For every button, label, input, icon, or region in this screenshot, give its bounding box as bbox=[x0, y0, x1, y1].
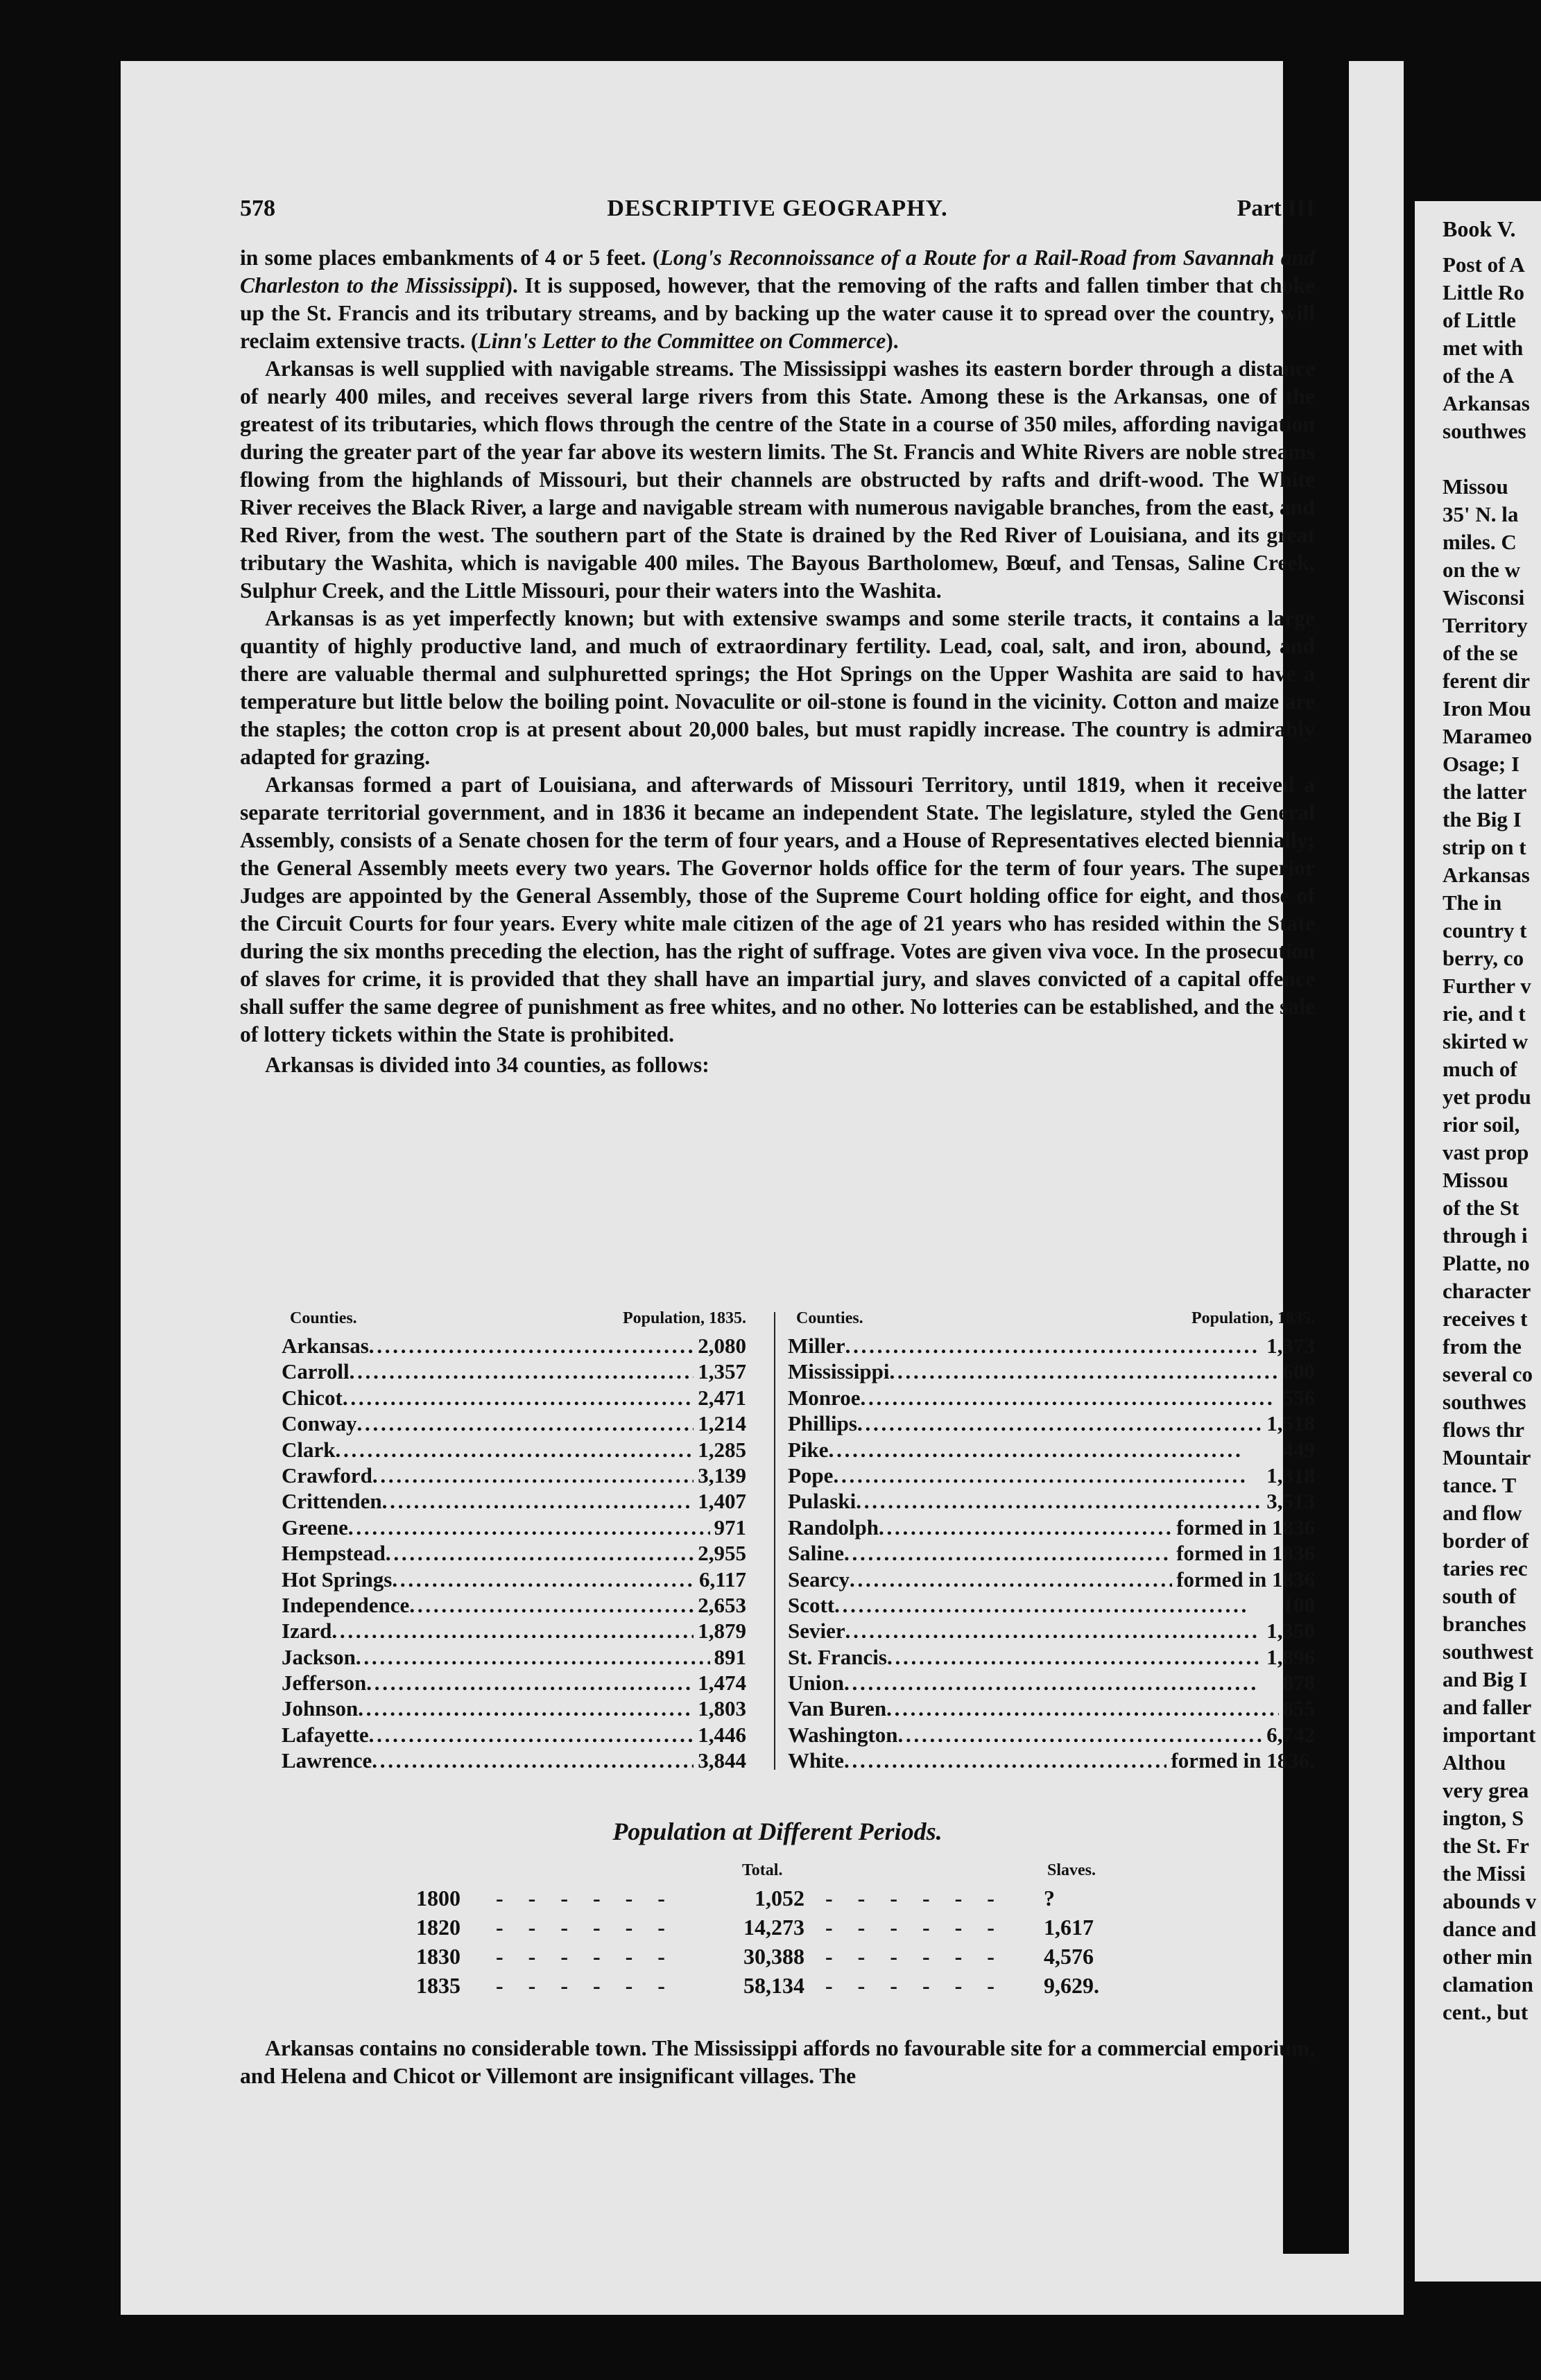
county-name: Washington bbox=[788, 1722, 898, 1747]
year-cell: 1820 bbox=[416, 1915, 460, 1940]
facing-line: yet produ bbox=[1443, 1085, 1531, 1109]
table-row bbox=[788, 1359, 1315, 1384]
facing-line: flows thr bbox=[1443, 1417, 1524, 1442]
table-row bbox=[282, 1618, 746, 1644]
table-row bbox=[788, 1670, 1315, 1696]
dot-leader bbox=[366, 1670, 694, 1696]
facing-line: and Big I bbox=[1443, 1667, 1528, 1691]
county-name: Conway bbox=[282, 1411, 357, 1436]
facing-line: dance and bbox=[1443, 1917, 1537, 1941]
county-name: Pulaski bbox=[788, 1489, 856, 1514]
county-name: St. Francis bbox=[788, 1644, 887, 1669]
table-row bbox=[788, 1463, 1315, 1488]
table-row bbox=[282, 1748, 746, 1773]
facing-line: receives t bbox=[1443, 1307, 1528, 1331]
facing-line: taries rec bbox=[1443, 1556, 1528, 1580]
facing-line: 35' N. la bbox=[1443, 502, 1519, 526]
county-population: 449 bbox=[1282, 1437, 1315, 1462]
county-name: Crittenden bbox=[282, 1489, 382, 1514]
slaves-cell: 1,617 bbox=[1044, 1915, 1094, 1940]
facing-line: berry, co bbox=[1443, 946, 1524, 970]
facing-running-header: Book V. bbox=[1443, 216, 1516, 241]
dot-leader bbox=[356, 1644, 710, 1670]
facing-line: much of bbox=[1443, 1057, 1517, 1081]
facing-line: from the bbox=[1443, 1334, 1522, 1359]
dot-leader bbox=[886, 1696, 1278, 1721]
dash-leader: - - - - - - bbox=[496, 1886, 675, 1911]
county-name: Jackson bbox=[282, 1644, 356, 1669]
facing-line: rie, and t bbox=[1443, 1001, 1526, 1026]
dot-leader bbox=[348, 1515, 710, 1540]
table-row bbox=[788, 1722, 1315, 1748]
county-name: Crawford bbox=[282, 1463, 372, 1488]
county-name: Randolph bbox=[788, 1515, 879, 1540]
body-text bbox=[240, 244, 1315, 1079]
county-name: Saline bbox=[788, 1541, 844, 1566]
facing-line: Iron Mou bbox=[1443, 696, 1531, 721]
table-row bbox=[788, 1385, 1315, 1411]
facing-line: ferent dir bbox=[1443, 669, 1530, 693]
facing-line: character bbox=[1443, 1279, 1531, 1303]
dot-leader bbox=[392, 1567, 695, 1592]
facing-line: Missou bbox=[1443, 1168, 1508, 1192]
table-row bbox=[788, 1592, 1315, 1618]
county-population: 6,117 bbox=[698, 1567, 746, 1592]
county-population: 855 bbox=[1282, 1696, 1315, 1721]
population-periods-table bbox=[416, 1856, 1144, 2000]
paragraph-counties-intro: Arkansas is divided into 34 counties, as follows: bbox=[265, 1053, 709, 1077]
paragraph-streams: Arkansas is well supplied with navigable streams. The Mississippi washes its eastern border through a distance of nearly 400 miles, and receives several large rivers from this State. Among these is the Arkansas, one of the greatest of its tributaries, which flows through the centre of the State in a course of 350 miles, affording navigation during the greater part of the year far above its western limits. The St. Francis and White Rivers are noble streams flowing from the highlands of Missouri, but their channels are obstructed by rafts and drift-wood. The White River receives the Black River, a large and navigable stream with numerous navigable branches, from the east, and Red River, from the west. The southern part of the State is drained by the Red River of Louisiana, and its great tributary the Washita, which is navigable 400 miles. The Bayous Bartholomew, Bœuf, and Tensas, Saline Creek, Sulphur Creek, and the Little Missouri, pour their waters into the Washita. bbox=[240, 356, 1315, 603]
facing-line: The in bbox=[1443, 890, 1502, 915]
facing-line: Osage; I bbox=[1443, 752, 1520, 776]
county-name: Izard bbox=[282, 1619, 332, 1644]
table-row bbox=[788, 1515, 1315, 1540]
table-header: Total. Slaves. bbox=[742, 1861, 1096, 1879]
part-label: Part III bbox=[1237, 196, 1315, 221]
table-row bbox=[788, 1644, 1315, 1670]
facing-line: the St. Fr bbox=[1443, 1834, 1529, 1858]
dot-leader bbox=[879, 1515, 1172, 1540]
facing-line: of the St bbox=[1443, 1196, 1520, 1220]
county-name: Union bbox=[788, 1671, 844, 1696]
facing-line: and flow bbox=[1443, 1501, 1522, 1525]
table-row bbox=[282, 1488, 746, 1514]
county-population: formed in 1836 bbox=[1176, 1541, 1315, 1566]
county-population: 2,653 bbox=[698, 1592, 746, 1617]
table-row bbox=[788, 1488, 1315, 1514]
facing-line: skirted w bbox=[1443, 1029, 1529, 1053]
county-population: 1,373 bbox=[1266, 1334, 1315, 1358]
county-population: 878 bbox=[1282, 1671, 1315, 1696]
dash-leader: - - - - - - bbox=[825, 1973, 1004, 1998]
table-row bbox=[788, 1618, 1315, 1644]
facing-line: Althou bbox=[1443, 1750, 1506, 1775]
table-row bbox=[282, 1722, 746, 1748]
county-name: Johnson bbox=[282, 1696, 359, 1721]
dot-leader bbox=[844, 1540, 1172, 1566]
dot-leader bbox=[844, 1748, 1167, 1773]
county-name: Lafayette bbox=[282, 1722, 369, 1747]
running-header bbox=[240, 196, 1315, 230]
county-population: formed in 1836 bbox=[1176, 1567, 1315, 1592]
facing-line: of the A bbox=[1443, 363, 1515, 388]
dot-leader bbox=[336, 1437, 694, 1463]
dot-leader bbox=[845, 1333, 1263, 1359]
dot-leader bbox=[860, 1385, 1278, 1411]
table-row bbox=[788, 1696, 1315, 1721]
table-row bbox=[282, 1644, 746, 1670]
county-population: 1,214 bbox=[698, 1411, 746, 1436]
county-name: Van Buren bbox=[788, 1696, 887, 1721]
facing-line: of the se bbox=[1443, 641, 1518, 665]
dot-leader bbox=[834, 1592, 1278, 1618]
dot-leader bbox=[856, 1488, 1262, 1514]
county-name: Independence bbox=[282, 1592, 410, 1617]
county-population: 1,803 bbox=[698, 1696, 746, 1721]
county-population: 6,742 bbox=[1266, 1722, 1315, 1747]
dot-leader bbox=[829, 1437, 1279, 1463]
dash-leader: - - - - - - bbox=[496, 1973, 675, 1998]
facing-line: Mountair bbox=[1443, 1445, 1531, 1469]
facing-line: and faller bbox=[1443, 1695, 1532, 1719]
county-name: Miller bbox=[788, 1334, 845, 1358]
county-population: 100 bbox=[1282, 1592, 1315, 1617]
county-name: Hot Springs bbox=[282, 1567, 393, 1592]
county-name: Arkansas bbox=[282, 1334, 369, 1358]
dot-leader bbox=[850, 1567, 1172, 1592]
table-row bbox=[788, 1411, 1315, 1436]
dot-leader bbox=[357, 1411, 694, 1436]
dash-leader: - - - - - - bbox=[825, 1944, 1004, 1969]
running-title: DESCRIPTIVE GEOGRAPHY. bbox=[607, 196, 948, 221]
facing-line: ington, S bbox=[1443, 1806, 1524, 1830]
county-name: White bbox=[788, 1748, 844, 1773]
year-cell: 1800 bbox=[416, 1886, 460, 1911]
dot-leader bbox=[386, 1540, 694, 1566]
dot-leader bbox=[833, 1463, 1262, 1488]
county-name: Phillips bbox=[788, 1411, 857, 1436]
facing-line bbox=[1443, 445, 1540, 473]
slaves-cell: 9,629. bbox=[1044, 1973, 1099, 1998]
county-population: formed in 1836 bbox=[1176, 1515, 1315, 1540]
county-name: Pope bbox=[788, 1463, 834, 1488]
county-population: 891 bbox=[714, 1644, 746, 1669]
facing-line: important bbox=[1443, 1723, 1536, 1747]
table-row bbox=[788, 1437, 1315, 1463]
county-name: Greene bbox=[282, 1515, 348, 1540]
county-population: 1,357 bbox=[698, 1359, 746, 1384]
county-name: Hempstead bbox=[282, 1541, 386, 1566]
facing-line: vast prop bbox=[1443, 1140, 1529, 1164]
facing-line: cent., but bbox=[1443, 2000, 1529, 2024]
facing-line: miles. C bbox=[1443, 530, 1517, 554]
county-name: Monroe bbox=[788, 1385, 861, 1410]
county-population: 1,350 bbox=[1266, 1619, 1315, 1644]
county-population: 1,896 bbox=[1266, 1644, 1315, 1669]
population-periods-title: Population at Different Periods. bbox=[612, 1818, 942, 1845]
county-name: Sevier bbox=[788, 1619, 845, 1644]
county-population: 2,080 bbox=[698, 1334, 746, 1358]
dot-leader bbox=[889, 1359, 1278, 1384]
facing-line: branches bbox=[1443, 1612, 1526, 1636]
paragraph-resources: Arkansas is as yet imperfectly known; but with extensive swamps and some sterile tracts, it contains a large quantity of highly productive land, and much of extraordinary fertility. Lead, coal, salt, and iron, abound, and there are valuable thermal and sulphuretted springs; the Hot Springs on the Upper Washita are said to have a temperature but little below the boiling point. Novaculite or oil-stone is found in the vicinity. Cotton and maize are the staples; the cotton crop is at present about 20,000 bales, but must rapidly increase. The country is admirably adapted for grazing. bbox=[240, 606, 1315, 769]
paragraph-continued: in some places embankments of 4 or 5 feet. (Long's Reconnoissance of a Route for a Rail-Road from Savannah and Charleston to the Mississippi). It is supposed, however, that the removing of the rafts and fallen timber that choke up the St. Francis and its tributary streams, and by backing up the water cause it to spread over the country, will reclaim extensive tracts. (Linn's Letter to the Committee on Commerce). bbox=[240, 245, 1315, 353]
county-population: 3,139 bbox=[698, 1463, 746, 1488]
paragraph-government: Arkansas formed a part of Louisiana, and afterwards of Missouri Territory, until 1819, when it received a separate territorial government, and in 1836 it became an independent State. The legislature, styled the General Assembly, consists of a Senate chosen for the term of four years, and a House of Representatives elected biennially; the General Assembly meets every two years. The Governor holds office for the term of four years. The superior Judges are appointed by the General Assembly, those of the Supreme Court holding office for eight, and those of the Circuit Courts for four years. Every white male citizen of the age of 21 years who has resided within the State during the six months preceding the election, has the right of suffrage. Votes are given viva voce. In the prosecution of slaves for crime, it is provided that they shall have an impartial jury, and slaves convicted of a capital offence shall suffer the same degree of punishment as free whites, and no other. No lotteries can be established, and the sale of lottery tickets within the State is prohibited. bbox=[240, 773, 1315, 1046]
facing-line: the latter bbox=[1443, 779, 1527, 804]
county-population: 1,446 bbox=[698, 1722, 746, 1747]
dash-leader: - - - - - - bbox=[496, 1944, 675, 1969]
table-row bbox=[788, 1748, 1315, 1773]
dash-leader: - - - - - - bbox=[825, 1915, 1004, 1940]
facing-line: country t bbox=[1443, 918, 1527, 942]
facing-line: Wisconsi bbox=[1443, 585, 1525, 610]
county-population: 2,955 bbox=[698, 1541, 746, 1566]
facing-line: rior soil, bbox=[1443, 1112, 1520, 1137]
facing-line: Marameo bbox=[1443, 724, 1533, 748]
county-population: 1,407 bbox=[698, 1489, 746, 1514]
table-row bbox=[282, 1411, 746, 1436]
facing-line: clamation bbox=[1443, 1972, 1533, 1997]
county-population: 1,285 bbox=[698, 1437, 746, 1462]
facing-line: southwes bbox=[1443, 1390, 1526, 1414]
total-cell: 58,134 bbox=[743, 1973, 804, 1998]
county-name: Mississippi bbox=[788, 1359, 890, 1384]
dot-leader bbox=[358, 1696, 694, 1721]
county-name: Pike bbox=[788, 1437, 829, 1462]
closing-paragraph: Arkansas contains no considerable town. The Mississippi affords no favourable site for a commercial emporium, and Helena and Chicot or Villemont are insignificant villages. The bbox=[240, 2036, 1315, 2088]
facing-line: tance. T bbox=[1443, 1473, 1517, 1497]
dot-leader bbox=[369, 1333, 694, 1359]
table-header: Counties. Population, 1835. bbox=[796, 1309, 1315, 1327]
county-name: Carroll bbox=[282, 1359, 350, 1384]
dot-leader bbox=[369, 1722, 694, 1748]
dot-leader bbox=[382, 1488, 694, 1514]
table-row bbox=[282, 1696, 746, 1721]
table-row bbox=[788, 1333, 1315, 1359]
facing-line: the Missi bbox=[1443, 1861, 1526, 1886]
facing-line: strip on t bbox=[1443, 835, 1526, 859]
table-row bbox=[788, 1540, 1315, 1566]
county-population: 1,879 bbox=[698, 1619, 746, 1644]
facing-line: Further v bbox=[1443, 974, 1531, 998]
table-row bbox=[282, 1670, 746, 1696]
table-row bbox=[282, 1463, 746, 1488]
facing-line: abounds v bbox=[1443, 1889, 1537, 1913]
table-row bbox=[282, 1567, 746, 1592]
table-row bbox=[282, 1437, 746, 1463]
total-cell: 14,273 bbox=[743, 1915, 804, 1940]
dot-leader bbox=[857, 1411, 1262, 1436]
dot-leader bbox=[844, 1670, 1279, 1696]
facing-line: southwest bbox=[1443, 1639, 1533, 1664]
county-population: 1,474 bbox=[698, 1671, 746, 1696]
county-population: 1,518 bbox=[1266, 1411, 1315, 1436]
county-population: 556 bbox=[1282, 1385, 1315, 1410]
facing-line: very grea bbox=[1443, 1778, 1529, 1802]
county-name: Scott bbox=[788, 1592, 835, 1617]
county-population: 2,471 bbox=[698, 1385, 746, 1410]
year-cell: 1830 bbox=[416, 1944, 460, 1969]
facing-line: Territory bbox=[1443, 613, 1528, 637]
county-population: 971 bbox=[714, 1515, 746, 1540]
table-header: Counties. Population, 1835. bbox=[290, 1309, 746, 1327]
facing-line: south of bbox=[1443, 1584, 1516, 1608]
facing-line: several co bbox=[1443, 1362, 1533, 1386]
county-population: 3,844 bbox=[698, 1748, 746, 1773]
dot-leader bbox=[332, 1618, 694, 1644]
counties-table bbox=[240, 1305, 1315, 1784]
county-population: 1,318 bbox=[1266, 1463, 1315, 1488]
counties-column-right bbox=[788, 1305, 1315, 1774]
year-cell: 1835 bbox=[416, 1973, 460, 1998]
facing-line: Platte, no bbox=[1443, 1251, 1530, 1275]
table-row bbox=[282, 1333, 746, 1359]
county-population: 3,513 bbox=[1266, 1489, 1315, 1514]
dot-leader bbox=[350, 1359, 694, 1384]
table-row bbox=[282, 1385, 746, 1411]
facing-line: on the w bbox=[1443, 558, 1520, 582]
facing-page-text bbox=[1443, 215, 1540, 2026]
table-row bbox=[416, 1913, 1144, 1942]
page-number: 578 bbox=[240, 196, 275, 221]
facing-line: through i bbox=[1443, 1223, 1528, 1248]
total-cell: 30,388 bbox=[743, 1944, 804, 1969]
table-row bbox=[788, 1567, 1315, 1592]
dot-leader bbox=[372, 1463, 694, 1488]
table-row bbox=[282, 1359, 746, 1384]
table-row bbox=[416, 1883, 1144, 1913]
dot-leader bbox=[887, 1644, 1262, 1670]
table-row bbox=[282, 1592, 746, 1618]
county-name: Jefferson bbox=[282, 1671, 367, 1696]
facing-line: Arkansas bbox=[1443, 391, 1530, 415]
county-name: Clark bbox=[282, 1437, 336, 1462]
facing-line: other min bbox=[1443, 1944, 1533, 1969]
dash-leader: - - - - - - bbox=[496, 1915, 675, 1940]
dot-leader bbox=[372, 1748, 694, 1773]
facing-line: Little Ro bbox=[1443, 280, 1524, 304]
county-population: 600 bbox=[1282, 1359, 1315, 1384]
facing-line: Missou bbox=[1443, 474, 1508, 499]
dot-leader bbox=[845, 1618, 1263, 1644]
dot-leader bbox=[409, 1592, 694, 1618]
slaves-cell: 4,576 bbox=[1044, 1944, 1094, 1969]
facing-line: Arkansas bbox=[1443, 863, 1530, 887]
table-row bbox=[282, 1515, 746, 1540]
county-name: Lawrence bbox=[282, 1748, 372, 1773]
facing-line: southwes bbox=[1443, 419, 1526, 443]
facing-line: Post of A bbox=[1443, 252, 1525, 277]
county-name: Searcy bbox=[788, 1567, 850, 1592]
dash-leader: - - - - - - bbox=[825, 1886, 1004, 1911]
facing-line: met with bbox=[1443, 336, 1524, 360]
facing-line: of Little bbox=[1443, 308, 1516, 332]
facing-line: border of bbox=[1443, 1528, 1529, 1553]
dot-leader bbox=[343, 1385, 694, 1411]
county-name: Chicot bbox=[282, 1385, 343, 1410]
slaves-cell: ? bbox=[1044, 1886, 1055, 1911]
table-row bbox=[416, 1942, 1144, 1971]
dot-leader bbox=[898, 1722, 1263, 1748]
county-population: formed in 1836. bbox=[1171, 1748, 1315, 1773]
counties-column-left bbox=[282, 1305, 746, 1774]
table-row bbox=[282, 1540, 746, 1566]
table-row bbox=[416, 1971, 1144, 2000]
total-cell: 1,052 bbox=[755, 1886, 804, 1911]
column-divider bbox=[774, 1312, 775, 1770]
facing-line: the Big I bbox=[1443, 807, 1522, 831]
